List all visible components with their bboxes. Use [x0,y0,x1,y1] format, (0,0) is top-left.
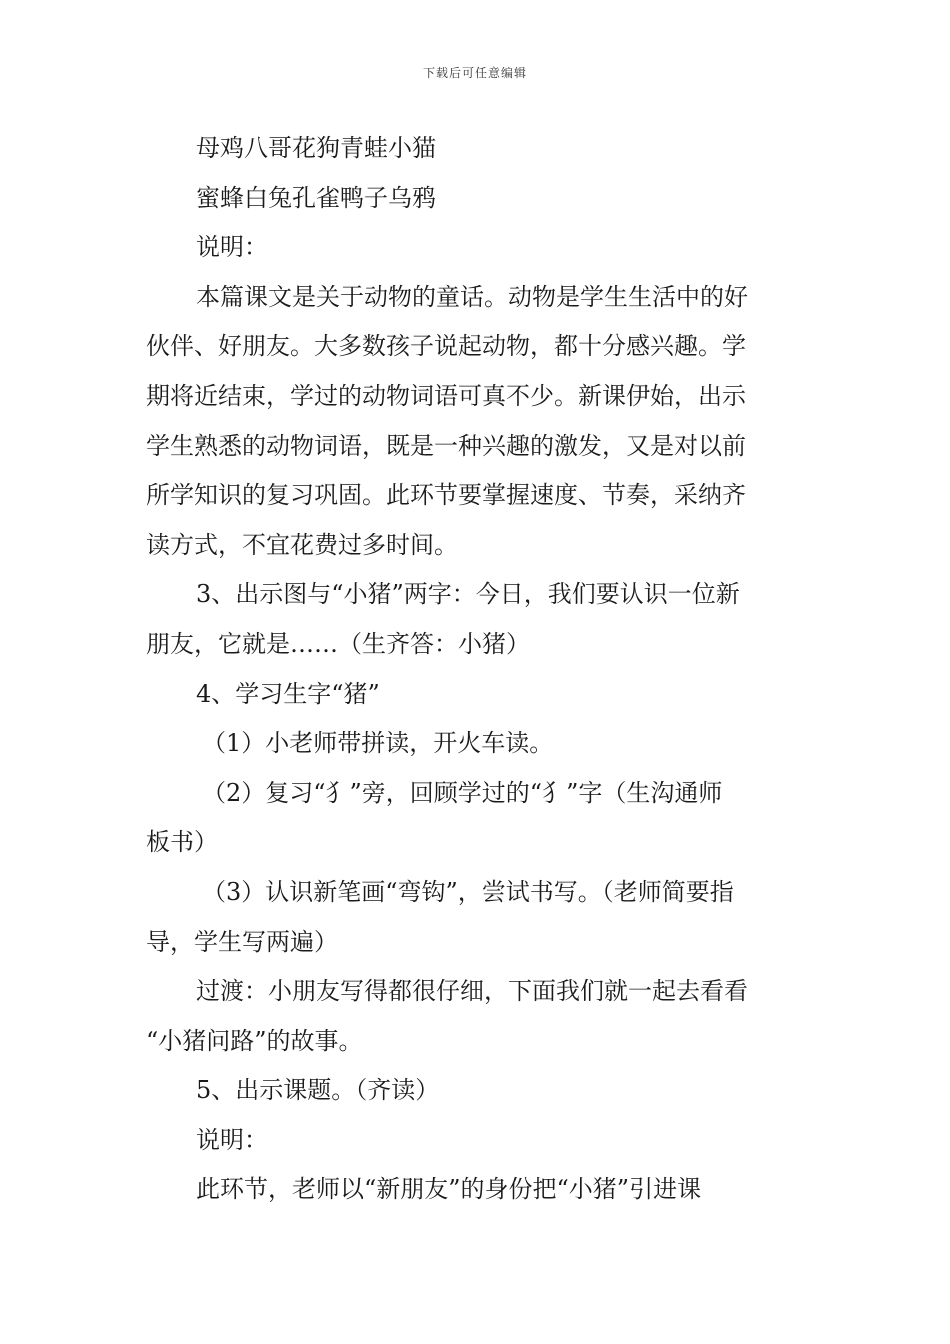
paragraph-line: 读方式，不宜花费过多时间。 [146,530,458,559]
transition-line: 过渡：小朋友写得都很仔细，下面我们就一起去看看 [196,977,748,1006]
step-3-line: 3、出示图与“小猪”两字：今日，我们要认识一位新 [196,580,740,609]
step-4-heading: 4、学习生字“猪” [196,679,380,708]
paragraph-line: 所学知识的复习巩固。此环节要掌握速度、节奏，采纳齐 [146,481,746,510]
page-header: 下载后可任意编辑 [422,66,527,80]
transition-line: “小猪问路”的故事。 [146,1026,363,1055]
paragraph-line: 期将近结束，学过的动物词语可真不少。新课伊始，出示 [146,381,746,410]
step-3-line: 朋友，它就是……（生齐答：小猪） [146,629,530,658]
paragraph-line: 本篇课文是关于动物的童话。动物是学生生活中的好 [196,282,748,311]
paragraph-line: 伙伴、好朋友。大多数孩子说起动物，都十分感兴趣。学 [146,332,746,361]
note-heading: 说明： [196,233,268,262]
substep-3: （3）认识新笔画“弯钩”，尝试书写。（老师简要指 [202,877,734,906]
word-line-2: 蜜蜂白兔孔雀鸭子乌鸦 [196,183,436,212]
step-5-heading: 5、出示课题。（齐读） [196,1076,440,1105]
word-line-1: 母鸡八哥花狗青蛙小猫 [196,134,436,162]
substep-3-cont: 导，学生写两遍） [146,927,338,956]
substep-1: （1）小老师带拼读，开火车读。 [202,729,554,758]
paragraph-line: 学生熟悉的动物词语，既是一种兴趣的激发，又是对以前 [146,431,746,460]
substep-2-cont: 板书） [146,828,218,857]
note-heading: 说明： [196,1125,268,1154]
substep-2: （2）复习“犭”旁，回顾学过的“犭”字（生沟通师 [202,778,723,807]
paragraph-line: 此环节，老师以“新朋友”的身份把“小猪”引进课 [196,1175,702,1204]
document-body [146,124,810,1215]
